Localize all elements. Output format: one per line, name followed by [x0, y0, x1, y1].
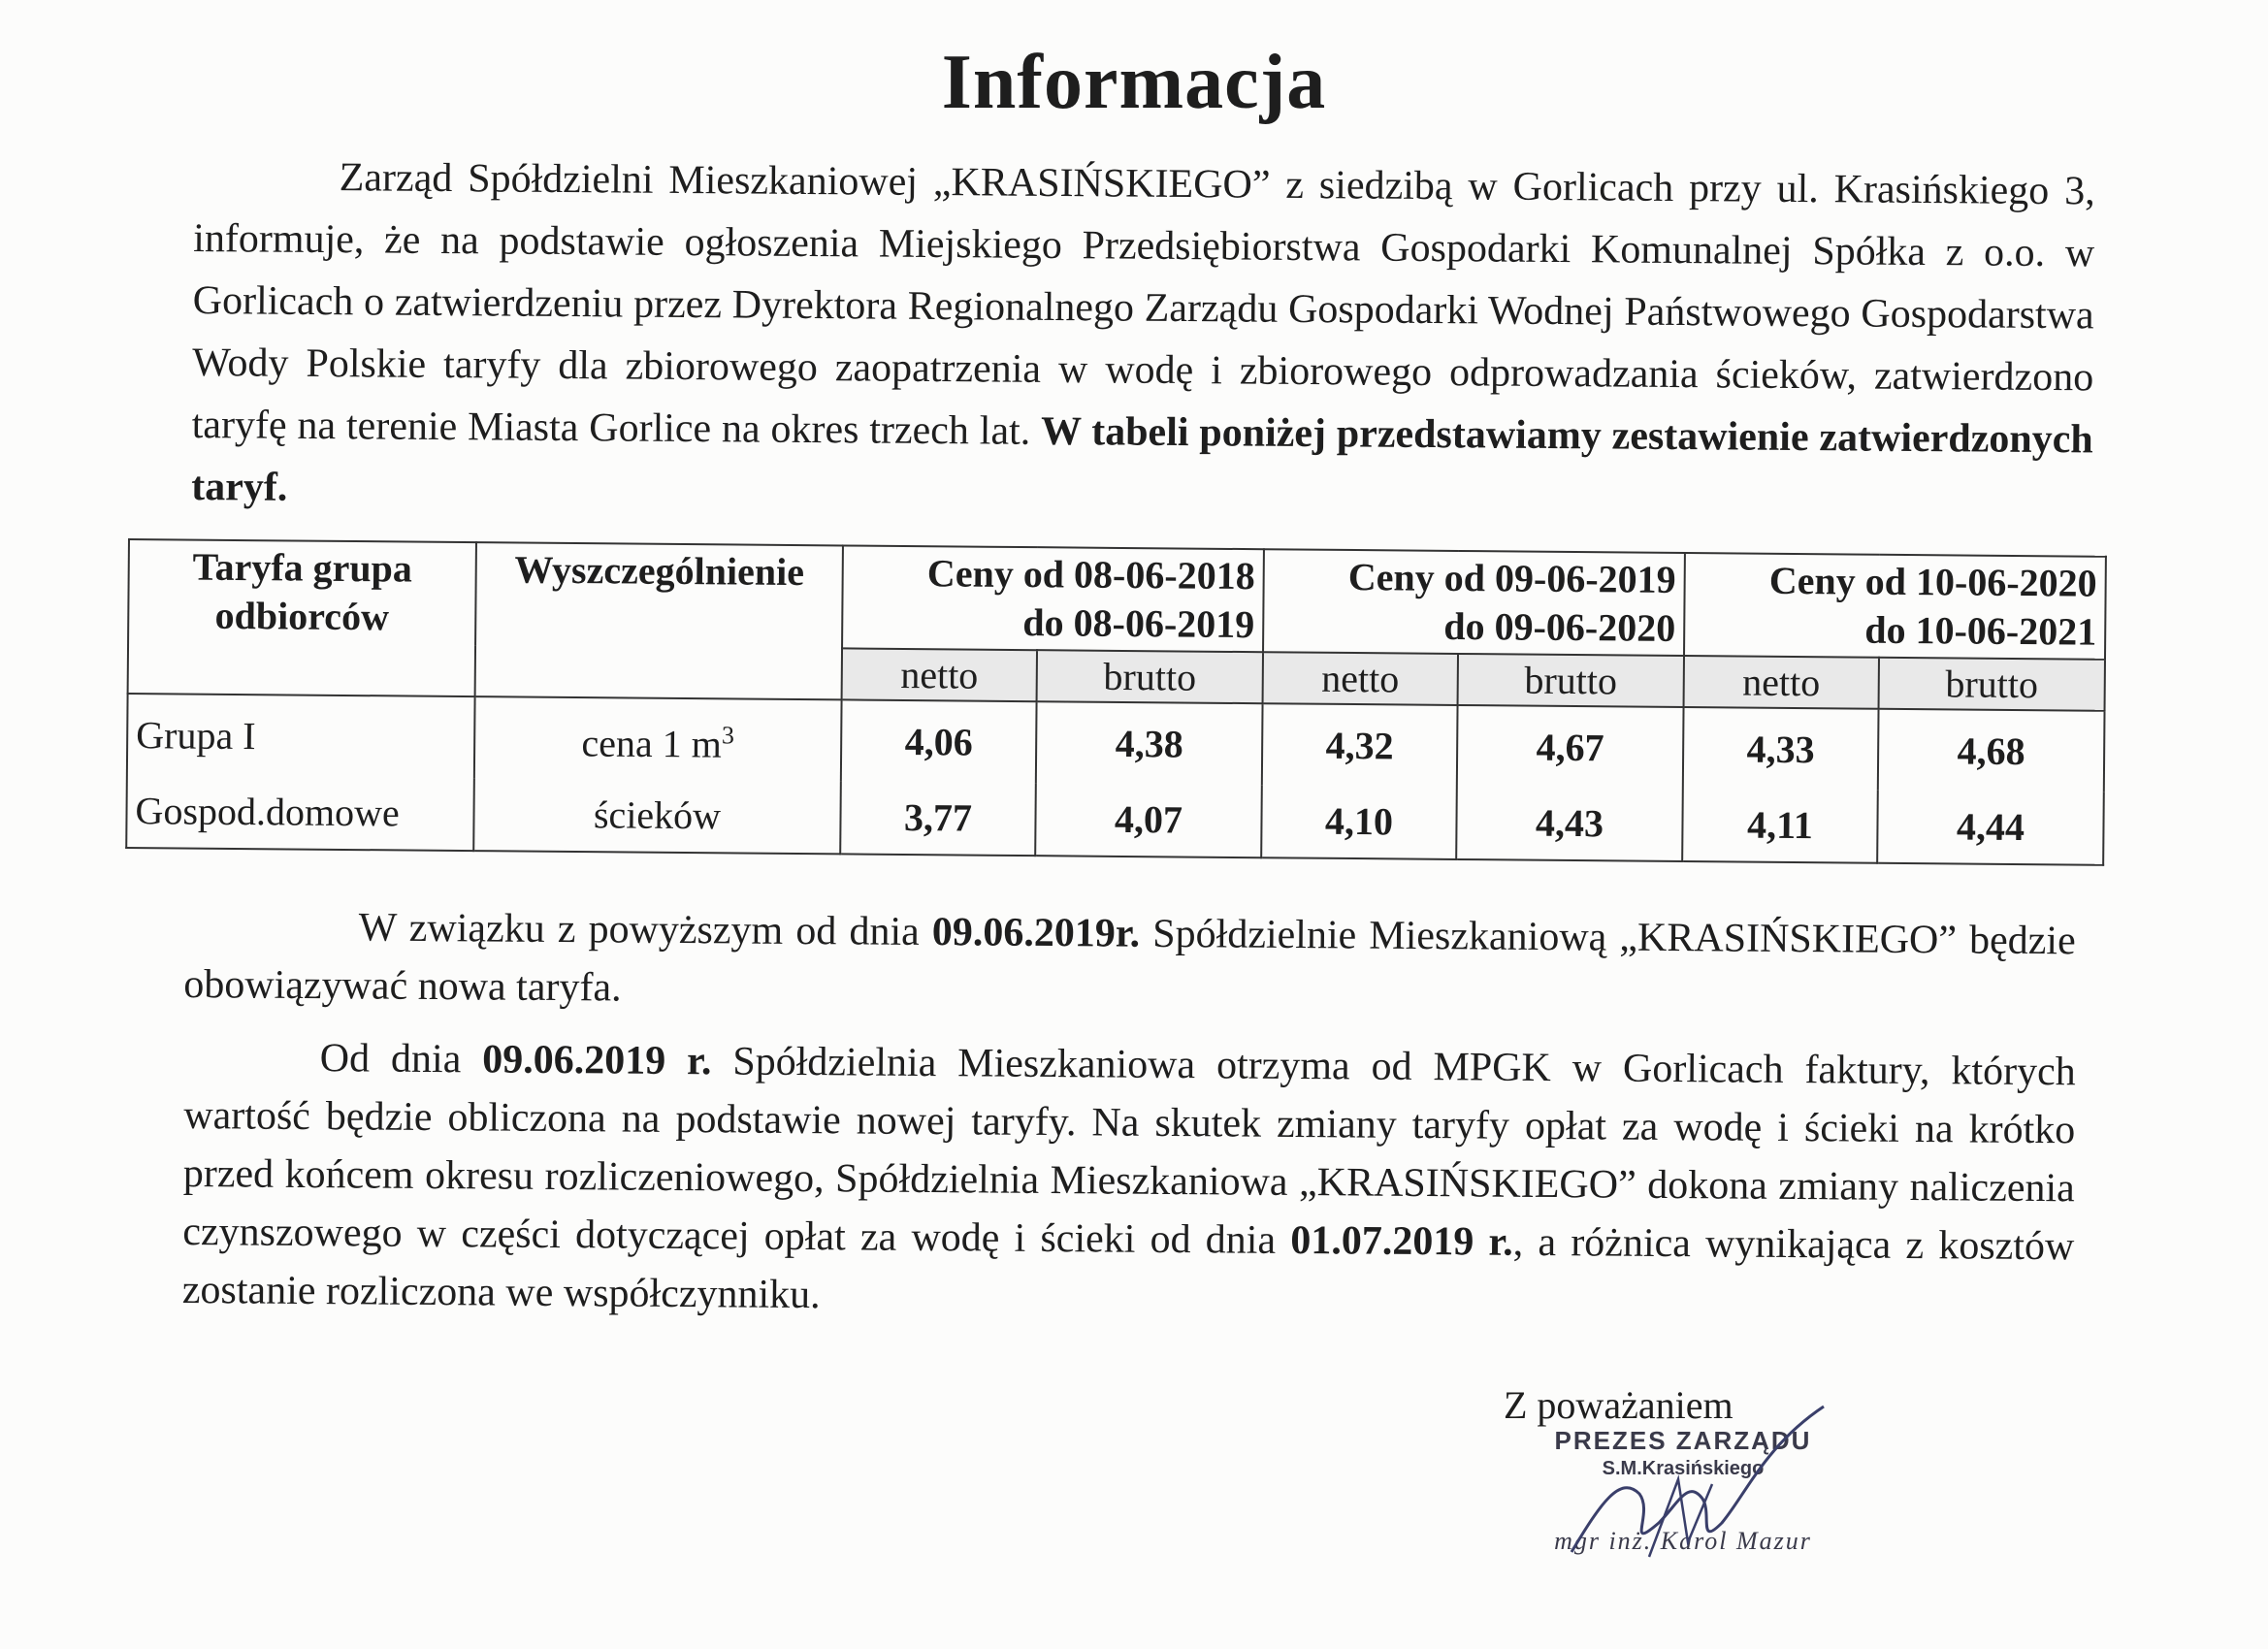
group-line-1: Grupa I [127, 694, 475, 778]
header-spec: Wyszczególnienie [475, 542, 843, 699]
indent-spacer [184, 939, 359, 940]
signature-icon [1533, 1387, 1853, 1581]
header-period-1 [842, 545, 1264, 652]
paragraph-notice [183, 897, 2076, 1028]
period-3-line1: Ceny od 10-06-2020 [1768, 558, 2097, 605]
spec-line-1 [474, 696, 842, 782]
document-title: Informacja [941, 40, 1327, 125]
sub-brutto-2: brutto [1458, 654, 1684, 707]
intro-text: Zarząd Spółdzielni Mieszkaniowej „KRASIŃSKIEGO” z siedzibą w Gorlicach przy ul. Krasińskiego 3, informuje, że na podstawie ogłoszenia Miejskiego Przedsiębiorstwa Gospodarki Komunalnej Spółka z o.o. w Gorlicach o zatwierdzeniu przez Dyrektora Regionalnego Zarządu Gospodarki Wodnej Państwowego Gospodarstwa Wody Polskie taryfy dla zbiorowego zaopatrzenia w wodę i zbiorowego odprowadzania ścieków, zatwierdzono taryfę na terenie Miasta Gorlice na okres trzech lat. [191, 155, 2095, 454]
para2-text-b: Spółdzielnia Mieszkaniowa otrzyma od MPGK w Gorlicach faktury, których wartość będzie obliczona na podstawie nowej taryfy. Na skutek zmiany taryfy opłat za wodę i ścieki na krótko przed końcem okresu rozliczeniowego, Spółdzielnia Mieszkaniowa „KRASIŃSKIEGO” dokona zmiany naliczenia czynszowego w części dotyczącej opłat za wodę i ścieki od dnia [182, 1039, 2076, 1263]
para2-date2: 01.07.2019 r. [1290, 1217, 1513, 1265]
value-cell: 4,67 [1457, 705, 1684, 789]
value-cell: 4,06 [841, 699, 1037, 783]
value-cell: 4,11 [1682, 789, 1878, 863]
spec-superscript: 3 [721, 721, 735, 750]
para2-text-a: Od dnia [319, 1036, 462, 1083]
sub-netto-1: netto [842, 648, 1037, 701]
paragraph-billing [182, 1028, 2076, 1334]
table-header-row [128, 539, 2106, 660]
sub-netto-3: netto [1684, 656, 1879, 709]
period-2-line2: do 09-06-2020 [1443, 603, 1676, 650]
stamp-name: mgr inż. Karol Mazur [1554, 1527, 1812, 1555]
intro-bold-text: W tabeli poniżej przedstawiamy zestawienie zatwierdzonych taryf. [191, 408, 2093, 510]
tariff-table [125, 538, 2107, 866]
sub-brutto-3: brutto [1879, 658, 2105, 711]
value-cell: 3,77 [840, 782, 1036, 857]
para2-text-c: , a różnica wynikająca z kosztów zostanie rozliczona we współczynniku. [181, 1219, 2075, 1318]
value-cell: 4,10 [1261, 786, 1457, 860]
sub-netto-2: netto [1263, 652, 1458, 705]
stamp-org: S.M.Krasińskiego [1602, 1458, 1765, 1479]
intro-paragraph [191, 146, 2095, 533]
value-cell: 4,32 [1262, 703, 1458, 787]
header-period-2 [1263, 549, 1685, 656]
header-group: Taryfa grupa odbiorców [128, 539, 476, 696]
period-3-line2: do 10-06-2021 [1864, 607, 2097, 654]
indent-spacer [184, 1070, 320, 1071]
value-cell: 4,33 [1683, 707, 1879, 791]
para1-text-a: W związku z powyższym od dnia [358, 905, 920, 954]
value-cell: 4,68 [1878, 709, 2105, 792]
value-cell: 4,43 [1456, 787, 1683, 861]
period-2-line1: Ceny od 09-06-2019 [1347, 554, 1676, 601]
indent-spacer [194, 189, 340, 190]
value-cell: 4,07 [1035, 784, 1262, 858]
closing-regards: Z poważaniem [1504, 1383, 1733, 1427]
period-1-line1: Ceny od 08-06-2018 [926, 551, 1255, 598]
para2-date1: 09.06.2019 r. [482, 1037, 712, 1084]
header-period-3 [1684, 553, 2106, 660]
sub-brutto-1: brutto [1037, 650, 1263, 703]
para1-text-b: Spółdzielnie Mieszkaniową „KRASIŃSKIEGO” będzie obowiązywać nowa taryfa. [183, 911, 2076, 1011]
value-cell: 4,44 [1877, 791, 2104, 865]
value-cell: 4,38 [1036, 701, 1263, 785]
stamp-title: PREZES ZARZĄDU [1554, 1426, 1812, 1455]
spec-line-2: ścieków [473, 778, 841, 854]
para1-date: 09.06.2019r. [931, 910, 1141, 956]
spec-text: cena 1 m [581, 721, 723, 766]
period-1-line2: do 08-06-2019 [1022, 600, 1255, 647]
group-line-2: Gospod.domowe [126, 775, 474, 851]
